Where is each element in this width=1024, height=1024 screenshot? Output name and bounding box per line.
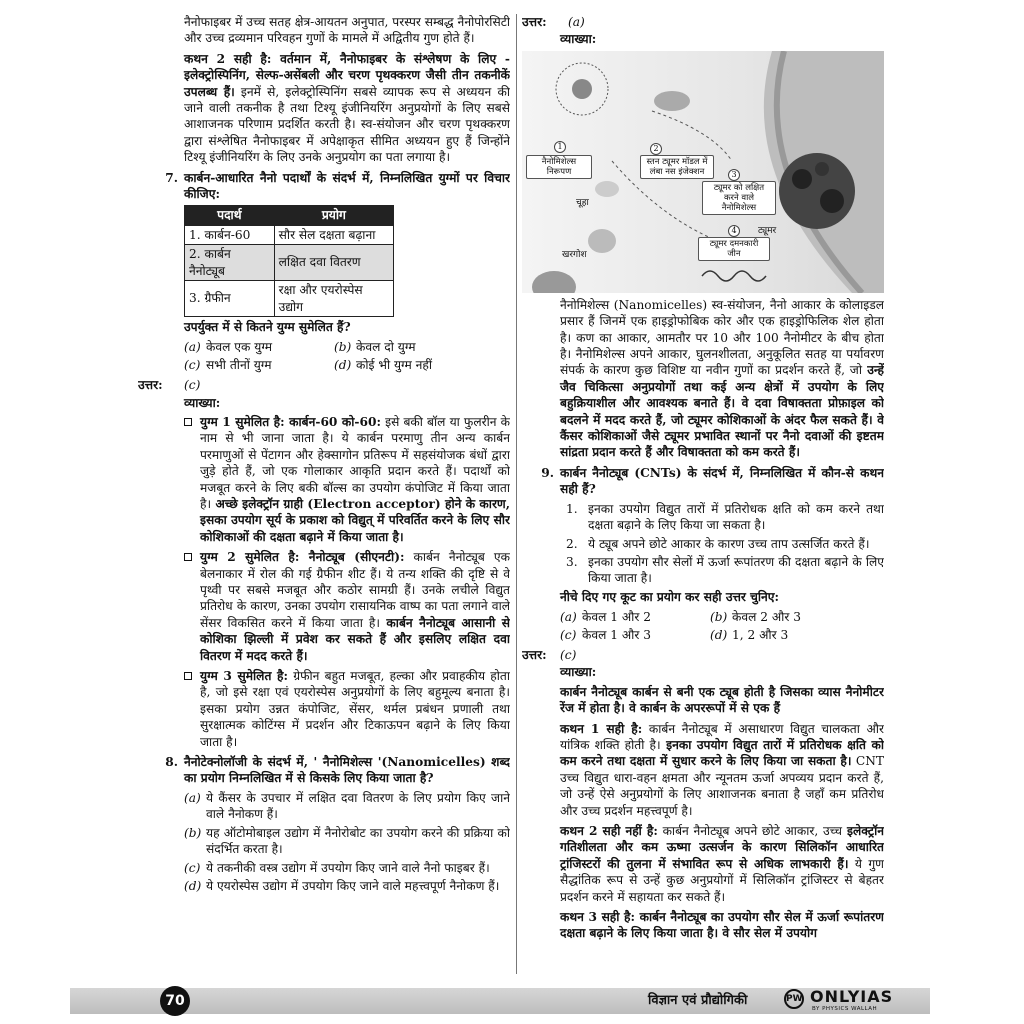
option-a: (a) ये कैंसर के उपचार में लक्षित दवा वितरण के लिए प्रयोग किए जाने वाले नैनोकण हैं। [184, 790, 510, 822]
right-column [522, 14, 884, 982]
figure-label-1: नैनोमिशेल्स निरूपण [526, 155, 592, 179]
option-c: (c) ये तकनीकी वस्त्र उद्योग में उपयोग किए जाने वाले नैनो फाइबर हैं। [184, 860, 490, 875]
option-a: (a) केवल 1 और 2 [560, 610, 651, 625]
brand-name: ONLYIAS [810, 987, 894, 1006]
nanomicelle-diagram [522, 51, 884, 293]
figure-step-3: 3 [728, 169, 740, 181]
figure-step-4: 4 [728, 225, 740, 237]
bullet-pair-2: युग्म 2 सुमेलित है: नैनोट्यूब (सीएनटी): कार्बन नैनोट्यूब एक बेलनाकार में रोल की गई ग्रैफीन शीट हैं। ये तन्य शक्ति की दृष्टि से वे पृथ्वी पर सबसे मजबूत और कठोर सामग्री हैं। उनके लचीले विद्युत प्रतिरोध के कारण, उनका उपयोग रासायनिक वाष्प का पता लगाने वाले सेंसर विकसित करने में किया जाता है। कार्बन नैनोट्यूब आसानी से कोशिका झिल्ली में प्रवेश कर सकते हैं और इसलिए लक्षित दवा वितरण में मदद करते हैं। [138, 549, 510, 664]
pairs-table [184, 205, 394, 316]
subject-title: विज्ञान एवं प्रौद्योगिकी [648, 993, 748, 1008]
question-9-prompt: नीचे दिए गए कूट का प्रयोग कर सही उत्तर चुनिए: [560, 589, 780, 604]
option-b: (b) यह ऑटोमोबाइल उद्योग में नैनोरोबोट का उपयोग करने की प्रक्रिया को संदर्भित करता है। [184, 825, 510, 857]
option-b: (b) केवल दो युग्म [334, 340, 416, 355]
figure-tumor-label: ट्यूमर [758, 225, 777, 236]
option-d: (d) ये एयरोस्पेस उद्योग में उपयोग किए जाने वाले महत्त्वपूर्ण नैनोकण हैं। [184, 878, 500, 893]
explanation-heading: व्याख्या: [560, 665, 597, 680]
option-c: (c) सभी तीनों युग्म [184, 357, 272, 372]
explanation-heading: व्याख्या: [184, 395, 221, 410]
cnt-statement-2: कथन 2 सही नहीं है: कार्बन नैनोट्यूब अपने छोटे आकार, उच्च इलेक्ट्रॉन गतिशीलता और कम ऊष्मा उत्सर्जन के कारण सिलिकॉन आधारित ट्रांजिस्टरों की तुलना में संभावित रूप से अधिक लाभकारी हैं। ये गुण सैद्धांतिक रूप से उन्हें कुछ अनुप्रयोगों में सिलिकॉन ट्रांजिस्टर से बेहतर प्रदर्शन करने में सहायता कर सकते हैं। [560, 824, 884, 904]
figure-label-3: ट्यूमर को लक्षित करने वाले नैनोमिशेल्स [702, 181, 776, 215]
left-column [138, 14, 510, 982]
explanation-heading: व्याख्या: [560, 32, 597, 47]
cnt-statement-3: कथन 3 सही है: कार्बन नैनोट्यूब का उपयोग सौर सेल में ऊर्जा रूपांतरण दक्षता बढ़ाने के लिए किया जाता है। वे सौर सेल में उपयोग [560, 910, 884, 941]
page-number: 70 [160, 986, 190, 1016]
option-b: (b) केवल 2 और 3 [710, 610, 801, 625]
paragraph-nanofiber-properties: नैनोफाइबर में उच्च सतह क्षेत्र-आयतन अनुपात, परस्पर सम्बद्ध नैनोपोरसिटी और उच्च द्रव्यमान परिवहन गुणों के मामले में अद्वितीय गुण होते हैं। [184, 15, 510, 46]
question-9: 9. कार्बन नैनोट्यूब (CNTs) के संदर्भ में, निम्नलिखित में कौन-से कथन सही हैं? [541, 465, 884, 497]
answer-9: उत्तर: (c) [522, 647, 577, 662]
table-row: 3. ग्रैफीन रक्षा और एयरोस्पेस उद्योग [185, 281, 394, 317]
question-7: 7. कार्बन-आधारित नैनो पदार्थों के संदर्भ में, निम्नलिखित युग्मों पर विचार कीजिए: [165, 170, 510, 202]
checkbox-bullet-icon [184, 668, 200, 750]
column-divider [516, 14, 517, 974]
question-7-options [138, 339, 510, 373]
option-a: (a) केवल एक युग्म [184, 340, 273, 355]
statement-2: 2. ये ट्यूब अपने छोटे आकार के कारण उच्च ताप उत्सर्जित करते हैं। [566, 536, 870, 551]
figure-label-4: ट्यूमर दमनकारी जीन [698, 237, 770, 261]
question-8-options [138, 790, 510, 894]
figure-step-1: 1 [554, 141, 566, 153]
pw-logo-icon: PW [784, 989, 804, 1009]
question-9-options [522, 609, 884, 643]
figure-rabbit-label: खरगोश [562, 249, 587, 260]
answer-8: उत्तर: (a) [522, 15, 585, 29]
figure-label-2: स्तन ट्यूमर मॉडल में लंबा नस इंजेक्शन [640, 155, 714, 179]
bullet-pair-1: युग्म 1 सुमेलित है: कार्बन-60 को-60: इसे बकी बॉल या फुलरीन के नाम से भी जाना जाता है। ये कार्बन परमाणु तीन अन्य कार्बन परमाणुओं से पेंटागन और हेक्सागोन प्रतिरूप में सहसंयोजक बंधों द्वारा जुड़े होते हैं, जो एक गोलाकार आकृति प्रदान करते हैं। पदार्थों को मजबूत करने के लिए बकी बॉल्स का उपयोग कंपोजिट में किया जाता है। अच्छे इलेक्ट्रॉन ग्राही (Electron acceptor) होने के कारण, इसका उपयोग सूर्य के प्रकाश को विद्युत् में परिवर्तित करने के लिए सौर कोशिकाओं की दक्षता बढ़ाने में किया जाता है। [138, 414, 510, 545]
brand-subtitle: BY PHYSICS WALLAH [812, 1006, 878, 1012]
figure-step-2: 2 [650, 143, 662, 155]
statement-2-explanation: कथन 2 सही है: वर्तमान में, नैनोफाइबर के संश्लेषण के लिए - इलेक्ट्रोस्पिनिंग, सेल्फ-असेंबली और चरण पृथक्करण जैसी तीन तकनीकें उपलब्ध हैं। इनमें से, इलेक्ट्रोस्पिनिंग सबसे व्यापक रूप से अध्ययन की जाने वाली तकनीक है तथा टिश्यू इंजीनियरिंग अनुप्रयोगों के लिए सबसे आशाजनक परिणाम प्रदर्शित करती है। स्व-संयोजन और चरण पृथक्करण द्वारा संश्लेषित नैनोफाइबर में अपेक्षाकृत सीमित अध्ययन हुए हैं जिन्होंने टिश्यू इंजीनियरिंग के लिए उनके अनुप्रयोग का पता लगाया है। [184, 51, 510, 165]
table-row: 1. कार्बन-60 सौर सेल दक्षता बढ़ाना [185, 225, 394, 244]
option-d: (d) 1, 2 और 3 [710, 627, 789, 642]
option-d: (d) कोई भी युग्म नहीं [334, 357, 433, 372]
bullet-pair-3: युग्म 3 सुमेलित है: ग्रेफीन बहुत मजबूत, हल्का और प्रवाहकीय होता है, जो इसे रक्षा एवं एयरोस्पेस अनुप्रयोगों के लिए बहुमूल्य बनाता है। इसका प्रयोग उन्नत कंपोजिट, सेंसर, थर्मल प्रबंधन प्रणाली तथा सुरक्षात्मक कोटिंग्स में प्रदर्शन और टिकाऊपन बढ़ाने के लिए किया जाता है। [138, 668, 510, 750]
question-9-statements [522, 501, 884, 587]
table-row: 2. कार्बन नैनोट्यूब लक्षित दवा वितरण [185, 245, 394, 281]
checkbox-bullet-icon [184, 549, 200, 664]
question-7-prompt: उपर्युक्त में से कितने युग्म सुमेलित हैं? [184, 319, 351, 334]
figure-mouse-label: चूहा [576, 197, 589, 208]
nanomicelle-explanation: नैनोमिशेल्स (Nanomicelles) स्व-संयोजन, नैनो आकार के कोलाइडल प्रसार हैं जिनमें एक हाइड्रोफोबिक कोर और एक हाइड्रोफिलिक शेल होता है। कण का आकार, आमतौर पर 10 और 100 नैनोमीटर के बीच होता है। नैनोमिशेल्स अपने आकार, घुलनशीलता, अनुकूलित सतह या पर्यावरण संपर्क के कारण कुछ विशिष्ट या नवीन गुणों का प्रदर्शन करते हैं, जो उन्हें जैव चिकित्सा अनुप्रयोगों तथा कई अन्य क्षेत्रों में उपयोग के लिए बहुक्रियाशील और आवश्यक बनाते हैं। वे दवा विषाक्तता प्रोफ़ाइल को बदलने में मदद करते हैं, जो ट्यूमर कोशिकाओं के अंदर फैल सकते हैं। वे कैंसर कोशिकाओं जैसे ट्यूमर प्रभावित स्थानों पर नैनो दवाओं की इष्टतम सांद्रता प्रदान करते हैं और विषाक्तता को कम करते हैं। [560, 297, 884, 460]
answer-7: उत्तर: (c) [138, 378, 201, 393]
checkbox-bullet-icon [184, 414, 200, 545]
option-c: (c) केवल 1 और 3 [560, 627, 651, 642]
table-header-row: पदार्थ प्रयोग [185, 206, 394, 225]
question-8: 8. नैनोटेक्नोलॉजी के संदर्भ में, ' नैनोमिशेल्स '(Nanomicelles) शब्द का प्रयोग निम्नलिखित में से किसके लिए किया जाता है? [165, 755, 510, 786]
statement-3: 3. इनका उपयोग सौर सेलों में ऊर्जा रूपांतरण की दक्षता बढ़ाने के लिए किया जाता है। [566, 554, 884, 586]
cnt-statement-1: कथन 1 सही है: कार्बन नैनोट्यूब में असाधारण विद्युत चालकता और यांत्रिक शक्ति होती है। इनका उपयोग विद्युत तारों में प्रतिरोधक क्षति को कम करने तथा दक्षता में सुधार करने के लिए किया जा सकता है। CNT उच्च विद्युत धारा-वहन क्षमता और न्यूनतम ऊर्जा अपव्यय प्रदान करते हैं, जो उन्हें ऐसे अनुप्रयोगों के लिए आशाजनक बनाता है जहाँ कम प्रतिरोध और उच्च प्रदर्शन महत्त्वपूर्ण है। [560, 721, 884, 818]
cnt-intro: कार्बन नैनोट्यूब कार्बन से बनी एक ट्यूब होती है जिसका व्यास नैनोमीटर रेंज में होता है। वे कार्बन के अपररूपों में से एक हैं [560, 684, 884, 716]
statement-1: 1. इनका उपयोग विद्युत तारों में प्रतिरोधक क्षति को कम करने तथा दक्षता बढ़ाने के लिए किया जा सकता है। [566, 501, 884, 533]
